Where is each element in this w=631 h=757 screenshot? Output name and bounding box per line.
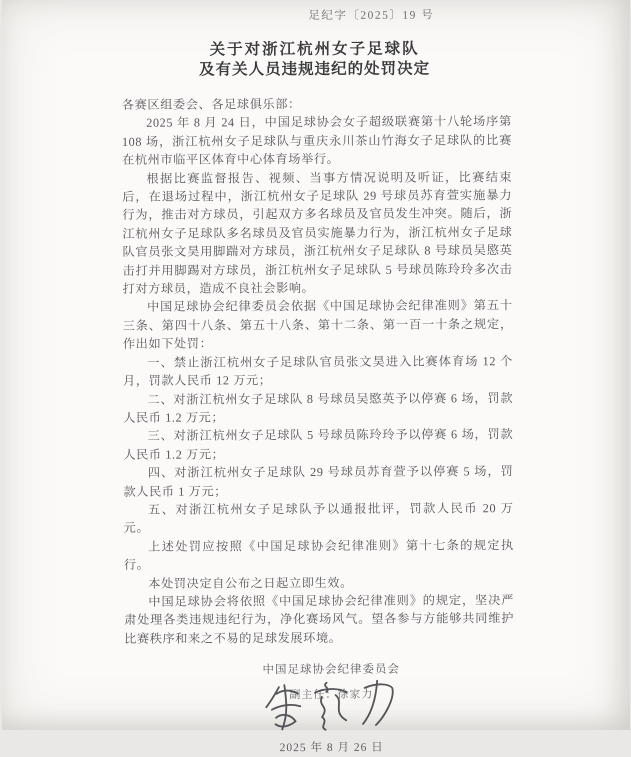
document-title-line1: 关于对浙江杭州女子足球队 [209,40,420,59]
signer-title: 副主任： [288,689,337,702]
scanned-document-page [2,0,630,755]
paragraph-incident: 根据比赛监督报告、视频、当事方情况说明及听证，比赛结束后，在退场过程中，浙江杭州女子足球队 29 号球员苏育萱实施暴力行为，推击对方球员，引起双方多名球员及官员发生冲突。随后，浙江杭州女子足球队多名球员及官员实施暴力行为，浙江杭州女子足球队官员张文昊用脚踹对方球员，浙江杭州女子足球队 8 号球员吴愍英击打并用脚踢对方球员，浙江杭州女子足球队 5 号球员陈玲玲多次击打对方球员，造成不良社会影响。 [121,169,513,296]
document-number: 足纪字〔2025〕19 号 [307,9,434,23]
document-date: 2025 年 8 月 26 日 [279,741,384,755]
paragraph-execution: 上述处罚应按照《中国足球协会纪律准则》第十七条的规定执行。 [123,537,514,572]
signer-line [241,686,421,703]
penalty-item-4: 四、对浙江杭州女子足球队 29 号球员苏育萱予以停赛 5 场，罚款人民币 1 万元； [122,464,513,499]
paragraph-effective-date: 本处罚决定自公布之日起立即生效。 [147,575,353,591]
salutation: 各赛区组委会、各足球俱乐部： [121,97,301,112]
penalty-item-3: 三、对浙江杭州女子足球队 5 号球员陈玲玲予以停赛 6 场，罚款人民币 1.2 万元； [122,427,513,462]
paragraph-legal-basis: 中国足球协会纪律委员会依据《中国足球协会纪律准则》第五十三条、第四十八条、第五十八条、第十二条、第一百一十条之规定，作出如下处罚： [122,298,513,352]
paragraph-closing-remark: 中国足球协会将依照《中国足球协会纪律准则》的规定，坚决严肃处理各类违规违纪行为，净化赛场风气。望各参与方能够共同维护比赛秩序和来之不易的足球发展环境。 [123,593,514,646]
document-title-line2: 及有关人员违规违纪的处罚决定 [198,60,430,79]
document-body [121,94,513,648]
signature-block [241,661,421,756]
document-title [0,39,628,82]
paragraph-match-info: 2025 年 8 月 24 日，中国足球协会女子超级联赛第十八轮场序第 108 场，浙江杭州女子足球队与重庆永川茶山竹海女子足球队的比赛在杭州市临平区体育中心体育场举行。 [121,114,512,168]
committee-name: 中国足球协会纪律委员会 [262,663,400,677]
penalty-item-2: 二、对浙江杭州女子足球队 8 号球员吴愍英予以停赛 6 场，罚款人民币 1.2 万元； [122,390,513,425]
penalty-item-5: 五、对浙江杭州女子足球队予以通报批评，罚款人民币 20 万元。 [123,501,514,536]
signer-printed-name: 徐家力 [336,688,373,702]
penalty-item-1: 一、禁止浙江杭州女子足球队官员张文昊进入比赛体育场 12 个月，罚款人民币 12 万元； [122,353,513,388]
